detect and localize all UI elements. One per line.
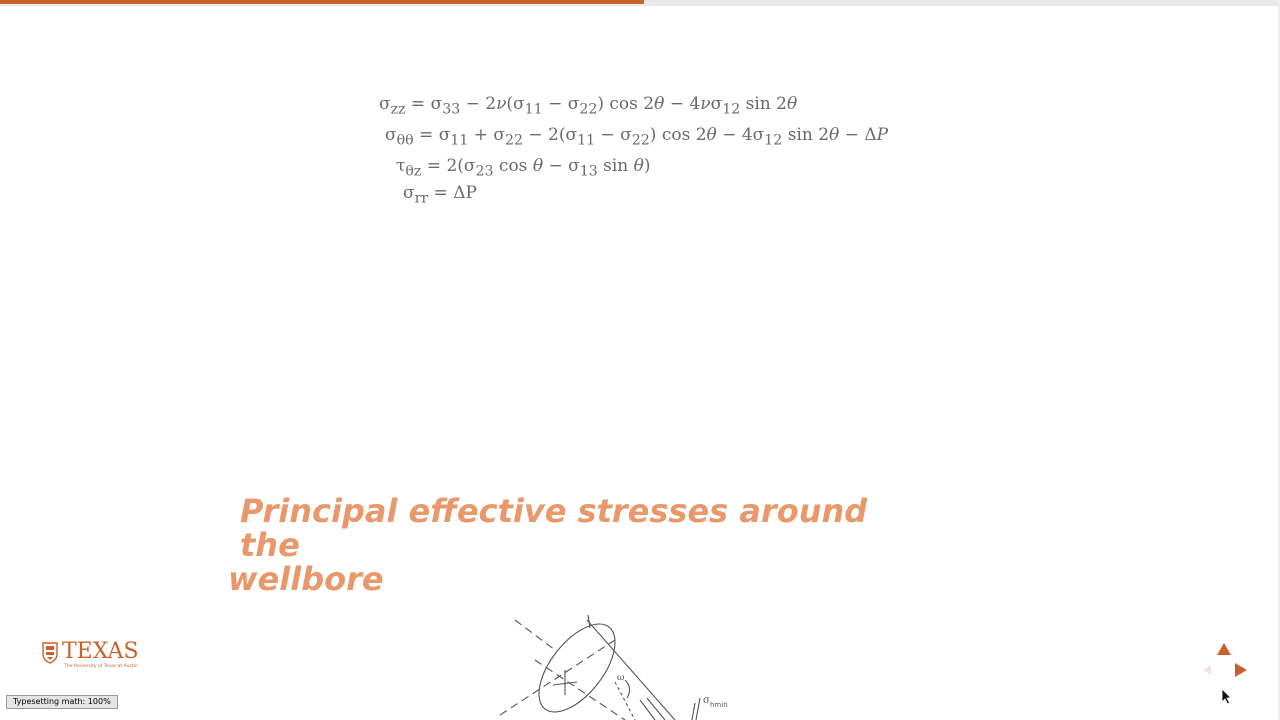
diagram-label-sigma-sub: hmin	[710, 701, 728, 709]
logo-subtitle: The University of Texas at Austin	[64, 664, 138, 669]
progress-fill	[0, 0, 644, 4]
section-heading-line1: Principal effective stresses around the	[240, 492, 868, 564]
equation-sigma-thetatheta: $\sigma_{\theta\theta} = \sigma_{11} + \sigma_{22} - 2(\sigma_{11} - \sigma_{22})$ $\cos 2\theta - 4\sigma_{12}$ sin 2θ − ΔP	[385, 125, 889, 149]
shield-icon	[42, 642, 58, 664]
equation-sigma-rr: $\sigma_{rr} = \Delta P$	[403, 183, 477, 207]
mouse-cursor-icon	[1221, 688, 1233, 706]
progress-bar	[0, 0, 1280, 6]
equation-sigma-zz: $\sigma_{zz} = \sigma_{33} - 2\nu(\sigma_{11} - \sigma_{22})$ $\cos 2\theta - 4\nu\sigma_{12}$ sin 2θ	[379, 94, 798, 118]
section-heading-line2: wellbore	[228, 560, 384, 598]
mathjax-status: Typesetting math: 100%	[6, 695, 118, 709]
triangle-right-icon[interactable]	[1234, 662, 1248, 678]
equation-tau-thetaz: $\tau_{\theta z} = 2(\sigma_{23}$ $\cos \theta - \sigma_{13}$ sin θ)	[396, 156, 651, 180]
logo-wordmark: TEXAS	[62, 639, 139, 664]
slide-navigation	[1198, 638, 1258, 688]
triangle-up-icon[interactable]	[1216, 642, 1232, 656]
wellbore-edge	[587, 620, 675, 720]
diagram-label-sigma: σ	[703, 695, 710, 706]
diagram-label-omega: ω	[617, 673, 625, 683]
section-heading	[228, 494, 908, 596]
texas-logo	[40, 638, 145, 674]
wellbore-diagram	[495, 610, 745, 720]
triangle-left-icon[interactable]	[1202, 664, 1212, 676]
wellbore-ellipse	[524, 611, 629, 720]
